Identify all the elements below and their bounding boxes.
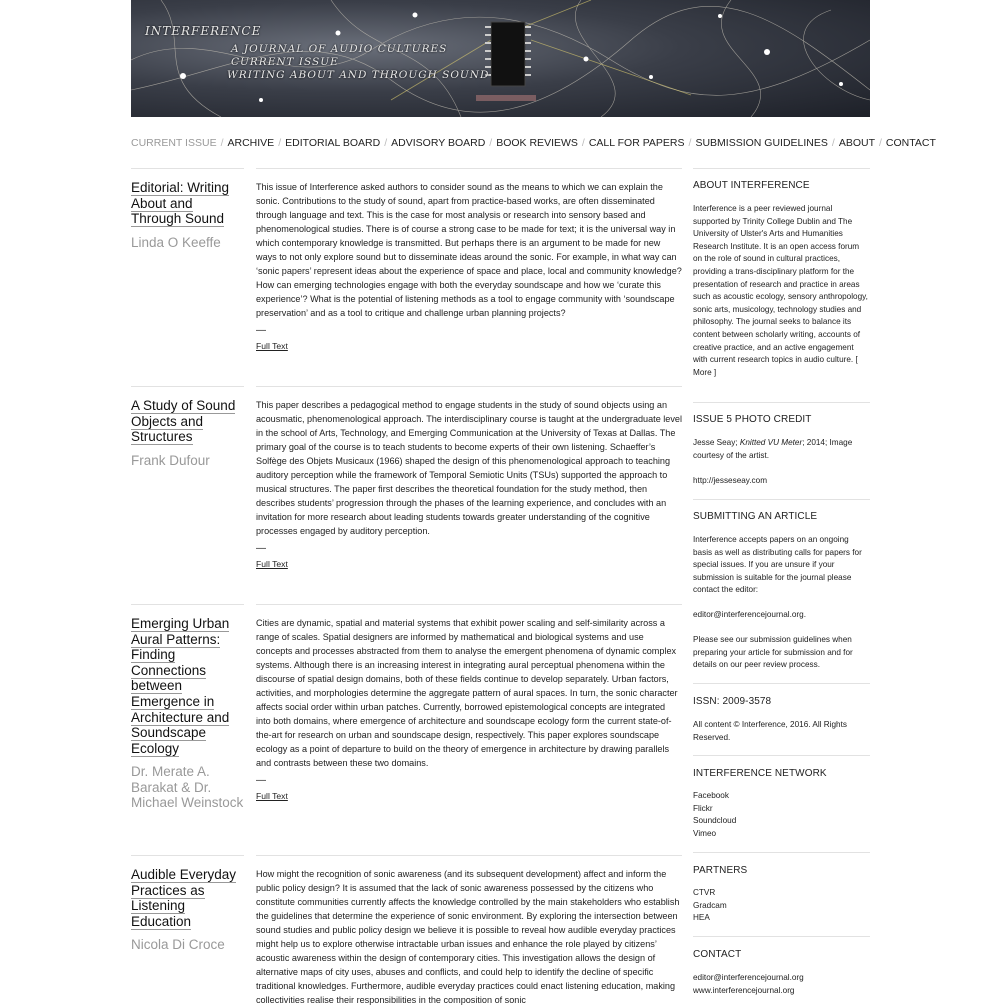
article-abstract: Cities are dynamic, spatial and material systems that exhibit power scaling and self-similarity across a range of scales. Spatial designers are informed by mathematical and biological systems and use concepts and processes abstracted from them to analyse the emergent phenomena of dynamic complex systems. Although there is an increasing interest in integrating aural perceptual phenomena within the discourse of spatial design domains, both of these fields continue to develop separately. Urban factors, activities, and morphologies determine the aggregate pattern of aural spaces. In turn, the sonic character affects social order within urban patches. Currently, borrowed epistemological concepts are integrated into both domains, where emergence of architecture and soundscape ecology form the current state-of-the-art for research on urban and soundscape design, respectively. This paper explores soundscape ecology as a point of departure to build on the theory of emergence in architecture by drawing parallels and contrasts between these two domains. — [256, 618, 678, 768]
nav-archive[interactable]: ARCHIVE — [227, 137, 275, 149]
nav-separator: / — [831, 137, 835, 149]
nav-book-reviews[interactable]: BOOK REVIEWS — [496, 137, 578, 149]
contact-email-link[interactable]: editor@interferencejournal.org — [693, 973, 804, 982]
divider — [693, 936, 870, 937]
nav-editorial-board[interactable]: EDITORIAL BOARD — [285, 137, 381, 149]
divider — [256, 855, 682, 856]
partner-links — [693, 887, 870, 925]
flickr-link[interactable]: Flickr — [693, 803, 713, 813]
nav-current-issue[interactable]: CURRENT ISSUE — [131, 137, 217, 149]
photo-credit-text: Jesse Seay; Knitted VU Meter; 2014; Image courtesy of the artist. — [693, 438, 853, 460]
contact-heading: CONTACT — [693, 949, 742, 960]
divider — [131, 386, 244, 387]
divider — [693, 755, 870, 756]
article-divider-dash: — — [256, 543, 266, 554]
submitting-heading: SUBMITTING AN ARTICLE — [693, 511, 818, 522]
article-author: Nicola Di Croce — [131, 937, 225, 952]
network-links — [693, 790, 870, 840]
issn-heading: ISSN: 2009-3578 — [693, 696, 772, 707]
nav-advisory-board[interactable]: ADVISORY BOARD — [391, 137, 486, 149]
editor-email-link[interactable]: editor@interferencejournal.org. — [693, 610, 806, 619]
divider — [131, 855, 244, 856]
soundcloud-link[interactable]: Soundcloud — [693, 816, 737, 826]
submitting-text: Interference accepts papers on an ongoing basis as well as distributing calls for papers for special issues. If you are unsure if your submission is suitable for the journal please contact the editor: — [693, 535, 862, 595]
article-author: Frank Dufour — [131, 453, 210, 468]
nav-separator: / — [489, 137, 493, 149]
article-title[interactable]: Editorial: Writing About and Through Sound — [131, 180, 230, 227]
article-author: Dr. Merate A. Barakat & Dr. Michael Weinstock — [131, 764, 244, 811]
nav-separator: / — [278, 137, 282, 149]
nav-separator: / — [688, 137, 692, 149]
page — [131, 0, 936, 1005]
partner-gradcam-link[interactable]: Gradcam — [693, 900, 727, 910]
banner-tagline: A JOURNAL OF AUDIO CULTURES — [231, 43, 448, 55]
article-title[interactable]: Audible Everyday Practices as Listening Education — [131, 867, 237, 929]
nav-separator: / — [220, 137, 224, 149]
banner-title: INTERFERENCE — [145, 24, 262, 38]
banner-issue-title: WRITING ABOUT AND THROUGH SOUND — [227, 69, 490, 81]
nav-call-for-papers[interactable]: CALL FOR PAPERS — [588, 137, 685, 149]
divider — [693, 499, 870, 500]
article-title[interactable]: A Study of Sound Objects and Structures — [131, 398, 236, 445]
nav-contact[interactable]: CONTACT — [885, 137, 936, 149]
network-heading: INTERFERENCE NETWORK — [693, 768, 827, 779]
nav-about[interactable]: ABOUT — [838, 137, 875, 149]
divider — [131, 604, 244, 605]
full-text-link[interactable]: Full Text — [256, 559, 288, 569]
website-link[interactable]: www.interferencejournal.org — [693, 985, 795, 995]
divider — [693, 168, 870, 169]
header-banner — [131, 0, 870, 117]
vimeo-link[interactable]: Vimeo — [693, 828, 717, 838]
copyright-text: All content © Interference, 2016. All Rights Reserved. — [693, 720, 847, 742]
article-abstract: This paper describes a pedagogical method to engage students in the study of sound objects using an acousmatic, phenomenological approach. The interdisciplinary course is taught at the undergraduate level in the school of Arts, Technology, and Emerging Communication at the University of Texas at Dallas. The primary goal of the course is to teach students to become experts of their own listening. Schaeffer’s Solfège des Objets Musicaux (1966) shaped the design of this phenomenological approach to teaching auditory perception while the framework of Temporal Semiotic Units (TSUs) supported the approach to musical structures. The paper first describes the theoretical foundation for the study method, then describes students’ progression through the phases of the learning experience, and concludes with an invitation for more research about leading students towards greater understanding of the cognitive processes engaged by auditory perception. — [256, 400, 682, 536]
article-author: Linda O Keeffe — [131, 235, 221, 250]
nav-submission-guidelines[interactable]: SUBMISSION GUIDELINES — [695, 137, 828, 149]
photo-credit-heading: ISSUE 5 PHOTO CREDIT — [693, 414, 812, 425]
partner-ctvr-link[interactable]: CTVR — [693, 888, 716, 897]
divider — [256, 168, 682, 169]
full-text-link[interactable]: Full Text — [256, 791, 288, 801]
article-abstract: This issue of Interference asked authors to consider sound as the means to which we can explain the sonic. Contributions to the study of sound, apart from practice-based works, are often disseminated through language and text. This is the case for most analysis or research into sensory based and phenomenological studies. There is of course a strong case to be made for text; it is the universal way in which contemporary knowledge is transmitted. But perhaps there is an argument to be made for new ways to not only explore sound but to disseminate ideas around the sonic. For example, in what way can ‘sonic papers’ represent ideas about the experience of space and place, local and community knowledge? How can emerging technologies engage with both the everyday soundscape and how we ‘curate this experience’? What is the potential of listening methods as a tool to engage community with ‘soundscape preservation’ and as a tool to critique and challenge urban planning projects? — [256, 182, 682, 318]
divider — [256, 386, 682, 387]
partners-heading: PARTNERS — [693, 865, 748, 876]
full-text-link[interactable]: Full Text — [256, 341, 288, 351]
nav-separator: / — [879, 137, 882, 149]
banner-issue-label: CURRENT ISSUE — [231, 56, 339, 68]
divider — [693, 852, 870, 853]
divider — [693, 683, 870, 684]
article-divider-dash: — — [256, 325, 266, 336]
divider — [256, 604, 682, 605]
about-heading: ABOUT INTERFERENCE — [693, 180, 810, 191]
divider — [693, 402, 870, 403]
nav-separator: / — [581, 137, 585, 149]
divider — [131, 168, 244, 169]
contact-links — [693, 972, 870, 997]
main-nav — [131, 137, 936, 149]
artist-website-link[interactable]: http://jesseseay.com — [693, 476, 768, 485]
article-title[interactable]: Emerging Urban Aural Patterns: Finding Connections between Emergence in Architecture and Soundscape Ecology — [131, 616, 230, 756]
facebook-link[interactable]: Facebook — [693, 791, 729, 800]
article-abstract: How might the recognition of sonic awareness (and its subsequent development) affect and inform the public policy design? It is assumed that the lack of sonic awareness possessed by the citizens who constitute communities currently affects the knowledge controlled by the main stakeholders who establish the guidelines that determine the experience of sonic environment. By exploring the intersection between sound studies and public policy design we believe it is possible to reveal how audible everyday practices might help us to explore otherwise intractable urban issues and enhance the role played by citizens’ acoustic awareness within the design of contemporary cities. This investigation allows the design of alternative maps of city uses, abuses and conflicts, and could help to identify the decline of specific traditional knowledges. Furthermore, audible everyday practices could enact listening education, making collectivities realise their responsibilities in the composition of sonic — [256, 869, 680, 1005]
article-divider-dash: — — [256, 775, 266, 786]
nav-separator: / — [384, 137, 388, 149]
partner-hea-link[interactable]: HEA — [693, 913, 710, 923]
submission-guidelines-text: Please see our submission guidelines when preparing your article for submission and for details on our peer review process. — [693, 635, 853, 670]
about-text: Interference is a peer reviewed journal supported by Trinity College Dublin and The University of Ulster's Arts and Humanities Research Institute. It is an open access forum on the role of sound in cultural practices, providing a trans-disciplinary platform for the presentation of research and practice in areas such as acoustic ecology, sensory anthropology, sonic arts, musicology, technology studies and philosophy. The journal seeks to balance its content between scholarly writing, accounts of creative practice, and an active engagement with current research topics in audio culture. [ More ] — [693, 204, 868, 377]
